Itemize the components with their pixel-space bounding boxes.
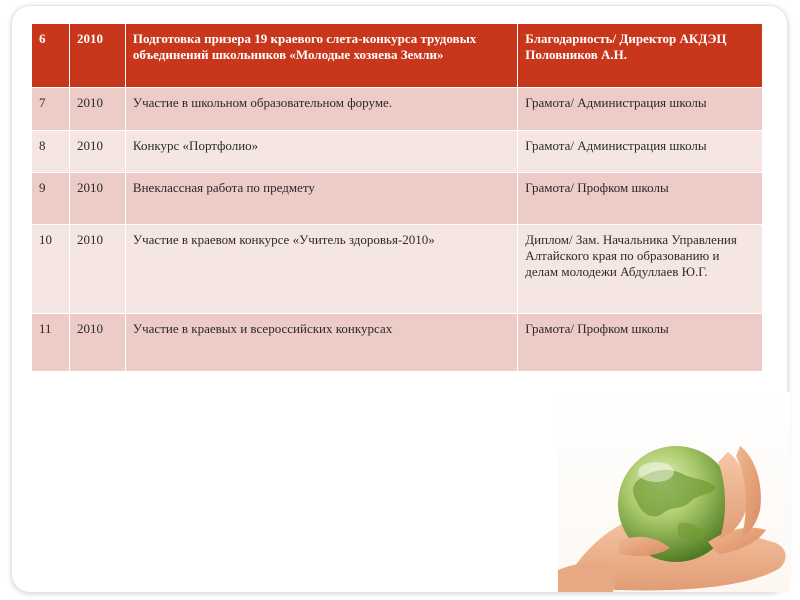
row-number: 9 [32,173,70,225]
row-award: Грамота/ Профком школы [518,314,763,372]
table-row [32,314,763,372]
row-event: Участие в краевых и всероссийских конкурсах [125,314,517,372]
table-row [32,173,763,225]
row-number: 8 [32,131,70,173]
row-award: Диплом/ Зам. Начальника Управления Алтайского края по образованию и делам молодежи Абдуллаев Ю.Г. [518,225,763,314]
table-row [32,24,763,88]
row-year: 2010 [69,173,125,225]
row-number: 11 [32,314,70,372]
row-event: Участие в школьном образовательном форуме. [125,88,517,131]
row-award: Грамота/ Администрация школы [518,131,763,173]
row-number: 6 [32,24,70,88]
row-year: 2010 [69,314,125,372]
row-award: Грамота/ Администрация школы [518,88,763,131]
row-event: Конкурс «Портфолио» [125,131,517,173]
row-number: 7 [32,88,70,131]
row-year: 2010 [69,24,125,88]
row-event: Участие в краевом конкурсе «Учитель здоровья-2010» [125,225,517,314]
row-year: 2010 [69,88,125,131]
awards-table [31,23,763,372]
row-number: 10 [32,225,70,314]
row-award: Благодарность/ Директор АКДЭЦ Половников А.Н. [518,24,763,88]
row-event: Внеклассная работа по предмету [125,173,517,225]
hands-holding-globe-icon [558,392,790,592]
table-row [32,88,763,131]
table-row [32,131,763,173]
row-year: 2010 [69,225,125,314]
row-award: Грамота/ Профком школы [518,173,763,225]
row-year: 2010 [69,131,125,173]
table-row [32,225,763,314]
row-event: Подготовка призера 19 краевого слета-конкурса трудовых объединений школьников «Молодые хозяева Земли» [125,24,517,88]
